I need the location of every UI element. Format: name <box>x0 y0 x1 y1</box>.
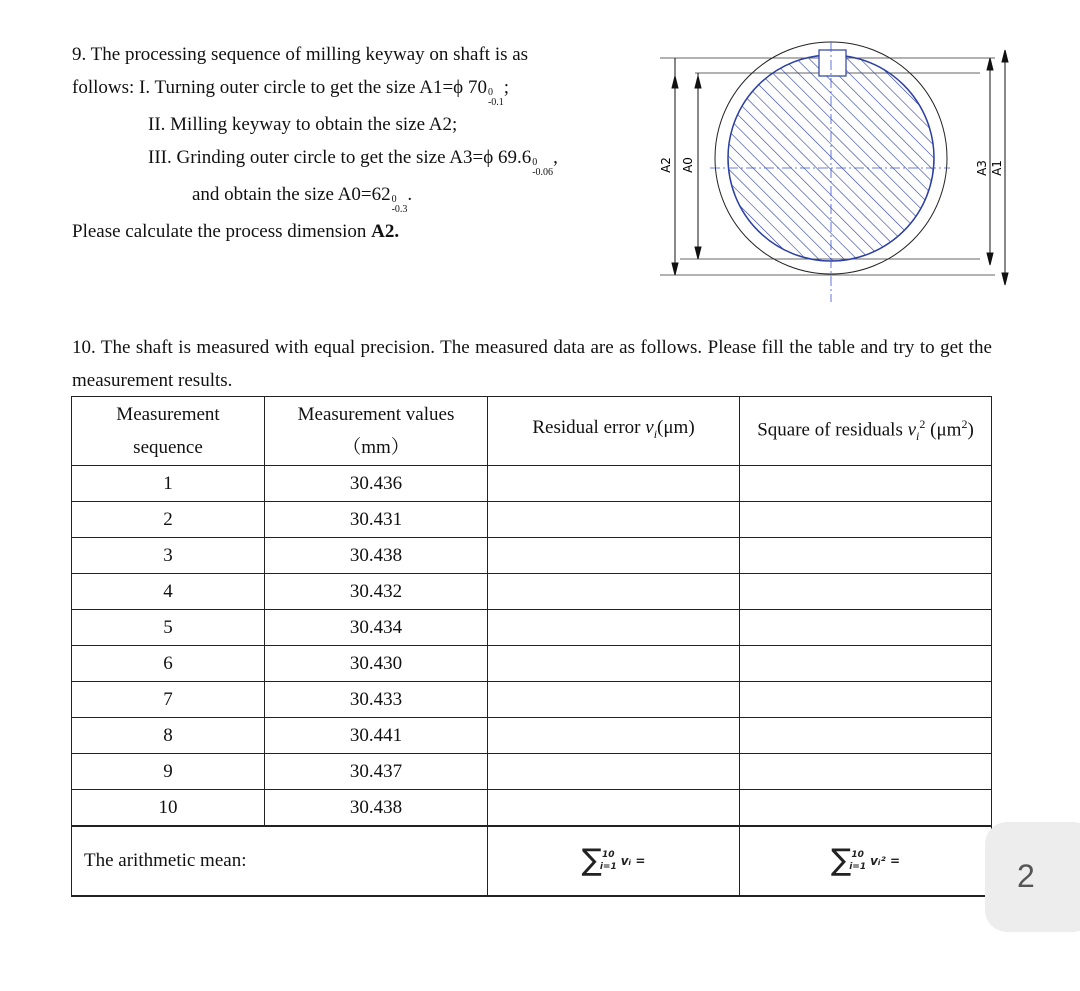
sum-residual-cell[interactable] <box>488 826 740 896</box>
dimension-a0 <box>695 73 701 259</box>
shaft-section-figure <box>650 40 1020 310</box>
table-row: 2 30.431 <box>72 502 992 538</box>
table-row: 3 30.438 <box>72 538 992 574</box>
residual-cell[interactable] <box>488 646 740 682</box>
square-cell[interactable] <box>740 754 992 790</box>
header-square-residual: Square of residuals $v_i^2$ $(\mu m^2)$ <box>740 397 992 466</box>
square-cell[interactable] <box>740 682 992 718</box>
residual-cell[interactable] <box>488 790 740 827</box>
label-a2: A2 <box>659 157 673 173</box>
square-cell[interactable] <box>740 502 992 538</box>
table-row: 4 30.432 <box>72 574 992 610</box>
residual-cell[interactable] <box>488 682 740 718</box>
question-9 <box>72 38 637 248</box>
q9-line-3: II. Milling keyway to obtain the size A2; <box>148 114 458 135</box>
table-row: 7 30.433 <box>72 682 992 718</box>
residual-cell[interactable] <box>488 574 740 610</box>
q9-line-5: and obtain the size A0=62 0 -0.3 . <box>192 184 413 215</box>
q10-text: 10. The shaft is measured with equal precision. The measured data are as follows. Please fill the table and try to get the measurement results. <box>72 337 992 391</box>
residual-cell[interactable] <box>488 538 740 574</box>
table-header-row <box>72 397 992 466</box>
sum-square-formula: ∑ 10 i=1 vᵢ² = <box>830 843 901 878</box>
header-values: Measurement values （mm） <box>265 397 488 466</box>
label-a3: A3 <box>975 160 989 176</box>
residual-cell[interactable] <box>488 610 740 646</box>
q9-line-6: Please calculate the process dimension A2. <box>72 221 400 242</box>
square-cell[interactable] <box>740 610 992 646</box>
arithmetic-mean-row <box>72 826 992 896</box>
square-cell[interactable] <box>740 574 992 610</box>
sum-square-cell[interactable] <box>740 826 992 896</box>
residual-cell[interactable] <box>488 718 740 754</box>
page-number-badge <box>985 822 1080 932</box>
square-cell[interactable] <box>740 718 992 754</box>
a0-tolerance: 0 -0.3 <box>391 194 408 215</box>
q9-line-2: follows: I. Turning outer circle to get the size A1=ϕ 70 0 -0.1 ; <box>72 77 510 108</box>
square-cell[interactable] <box>740 646 992 682</box>
sum-residual-formula: ∑ 10 i=1 vᵢ = <box>581 843 646 878</box>
q9-line-1: 9. The processing sequence of milling keyway on shaft is as <box>72 44 529 65</box>
residual-cell[interactable] <box>488 754 740 790</box>
label-a0: A0 <box>681 157 695 173</box>
table-row: 9 30.437 <box>72 754 992 790</box>
table-row: 8 30.441 <box>72 718 992 754</box>
keyway <box>819 50 846 76</box>
square-cell[interactable] <box>740 466 992 502</box>
label-a1: A1 <box>990 160 1004 176</box>
arithmetic-mean-label: The arithmetic mean: <box>72 826 488 896</box>
residual-cell[interactable] <box>488 502 740 538</box>
a3-tolerance: 0 -0.06 <box>532 157 554 178</box>
header-sequence: Measurement sequence <box>72 397 265 466</box>
square-cell[interactable] <box>740 790 992 827</box>
header-residual: Residual error $v_i(\mu m)$ <box>488 397 740 466</box>
a1-tolerance: 0 -0.1 <box>487 87 504 108</box>
table-row: 5 30.434 <box>72 610 992 646</box>
square-cell[interactable] <box>740 538 992 574</box>
table-row: 1 30.436 <box>72 466 992 502</box>
measurement-table <box>71 396 992 897</box>
table-row: 6 30.430 <box>72 646 992 682</box>
page-number: 2 <box>1017 858 1035 894</box>
question-10 <box>72 331 992 397</box>
residual-cell[interactable] <box>488 466 740 502</box>
table-row: 10 30.438 <box>72 790 992 827</box>
q9-line-4: III. Grinding outer circle to get the size A3=ϕ 69.6 0 -0.06 , <box>148 147 558 178</box>
